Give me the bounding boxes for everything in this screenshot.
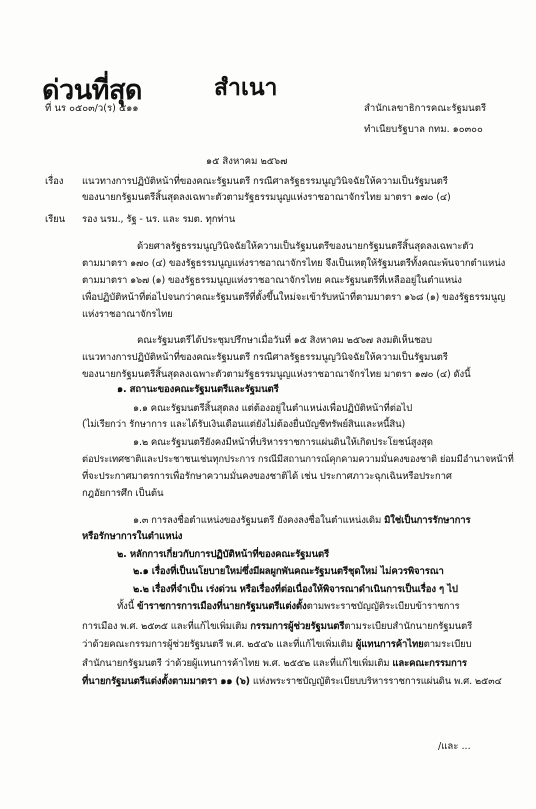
subject-line-2: ของนายกรัฐมนตรีสิ้นสุดลงเฉพาะตัวตามรัฐธรรมนูญแห่งราชอาณาจักรไทย มาตรา ๑๗๐ (๔): [82, 192, 451, 203]
item-1-3-line-1: [133, 515, 470, 527]
para1-line-5: แห่งราชอาณาจักรไทย: [82, 309, 173, 320]
para1-line-3: ตามมาตรา ๑๖๗ (๑) ของรัฐธรรมนูญแห่งราชอาณาจักรไทย คณะรัฐมนตรีที่เหลืออยู่ในตำแหน่ง: [82, 275, 462, 286]
p4b: และคณะกรรมการ: [392, 658, 467, 669]
item-1-3-line-2: หรือรักษาการในตำแหน่ง: [82, 531, 183, 542]
p2b: กรรมการผู้ช่วยรัฐมนตรี: [250, 621, 345, 632]
p5b: แห่งพระราชบัญญัติระเบียบบริหารราชการแผ่นดิน พ.ศ. ๒๕๓๔: [249, 676, 502, 687]
p1a: ทั้งนี้: [117, 601, 138, 612]
p1b: ข้าราชการการเมืองที่นายกรัฐมนตรีแต่งตั้ง: [137, 601, 307, 612]
recipient-value: รอง นรม., รัฐ - นร. และ รมต. ทุกท่าน: [82, 214, 236, 225]
p3b: ผู้แทนการค้าไทย: [355, 639, 424, 650]
item-2-2-line-5: [82, 658, 467, 670]
sender-address: ทำเนียบรัฐบาล กทม. ๑๐๓๐๐: [364, 124, 483, 135]
item-1-1-line-2: (ไม่เรียกว่า รักษาการ และได้รับเงินเดือนแต่ยังไม่ต้องยื่นบัญชีทรัพย์สินและหนี้สิน): [82, 419, 406, 430]
subject-label: เรื่อง: [45, 176, 64, 187]
p5a: ที่นายกรัฐมนตรีแต่งตั้งตามมาตรา ๑๑ (๖): [82, 676, 250, 687]
item-1-3-bold: มิใช่เป็นการรักษาการ: [384, 515, 471, 526]
item-1-2-line-3: ที่จะประกาศมาตรการเพื่อรักษาความมั่นคงของชาติได้ เช่น ประกาศภาวะฉุกเฉินหรือประกาศ: [82, 471, 452, 482]
item-1-2-line-1: ๑.๒ คณะรัฐมนตรียังคงมีหน้าที่บริหารราชการแผ่นดินให้เกิดประโยชน์สูงสุด: [133, 437, 433, 448]
para1-line-4: เพื่อปฏิบัติหน้าที่ต่อไปจนกว่าคณะรัฐมนตรีที่ตั้งขึ้นใหม่จะเข้ารับหน้าที่ตามมาตรา ๑๖๘ (๑) ของรัฐธรรมนูญ: [82, 292, 506, 303]
para2-line-3: ของนายกรัฐมนตรีสิ้นสุดลงเฉพาะตัวตามรัฐธรรมนูญแห่งราชอาณาจักรไทย มาตรา ๑๗๐ (๔) ดังนี้: [82, 369, 471, 380]
document-number: ที่ นร ๐๕๐๓/ว(ร) ๕๑๑: [45, 103, 139, 114]
urgent-stamp: ด่วนที่สุด: [42, 75, 142, 106]
subject-line-1: แนวทางการปฏิบัติหน้าที่ของคณะรัฐมนตรี กรณีศาลรัฐธรรมนูญวินิจฉัยให้ความเป็นรัฐมนตรี: [82, 176, 448, 187]
item-1-3-text: ๑.๓ การลงชื่อตำแหน่งของรัฐมนตรี ยังคงลงชื่อในตำแหน่งเดิม: [133, 515, 385, 526]
continuation-marker: /และ ...: [438, 741, 471, 752]
para2-line-2: แนวทางการปฏิบัติหน้าที่ของคณะรัฐมนตรี กรณีศาลรัฐธรรมนูญวินิจฉัยให้ความเป็นรัฐมนตรี: [82, 352, 448, 363]
section-1-heading: ๑. สถานะของคณะรัฐมนตรีและรัฐมนตรี: [117, 384, 279, 395]
item-2-2-line-3: [82, 621, 472, 633]
para2-line-1: คณะรัฐมนตรีได้ประชุมปรึกษาเมื่อวันที่ ๑๕ สิงหาคม ๒๕๖๗ ลงมติเห็นชอบ: [137, 335, 432, 346]
p4a: สำนักนายกรัฐมนตรี ว่าด้วยผู้แทนการค้าไทย พ.ศ. ๒๕๕๒ และที่แก้ไขเพิ่มเติม: [82, 658, 393, 669]
sender-office: สำนักเลขาธิการคณะรัฐมนตรี: [364, 103, 487, 114]
recipient-label: เรียน: [45, 214, 66, 225]
para1-line-1: ด้วยศาลรัฐธรรมนูญวินิจฉัยให้ความเป็นรัฐมนตรีของนายกรัฐมนตรีสิ้นสุดลงเฉพาะตัว: [137, 241, 474, 252]
p2c: ตามระเบียบสำนักนายกรัฐมนตรี: [344, 621, 473, 632]
item-2-1: ๒.๑ เรื่องที่เป็นนโยบายใหม่ซึ่งมีผลผูกพันคณะรัฐมนตรีชุดใหม่ ไม่ควรพิจารณา: [133, 566, 444, 577]
item-2-2-line-2: [117, 601, 460, 613]
item-2-2-line-6: [82, 676, 502, 688]
item-1-1-line-1: ๑.๑ คณะรัฐมนตรีสิ้นสุดลง แต่ต้องอยู่ในตำแหน่งเพื่อปฏิบัติหน้าที่ต่อไป: [133, 403, 413, 414]
document-date: ๑๕ สิงหาคม ๒๕๖๗: [206, 156, 288, 167]
copy-stamp: สำเนา: [214, 75, 278, 101]
para1-line-2: ตามมาตรา ๑๗๐ (๔) ของรัฐธรรมนูญแห่งราชอาณาจักรไทย จึงเป็นเหตุให้รัฐมนตรีทั้งคณะพ้นจากตำแหน่ง: [82, 258, 506, 269]
p3a: ว่าด้วยคณะกรรมการผู้ช่วยรัฐมนตรี พ.ศ. ๒๕๔๖ และที่แก้ไขเพิ่มเติม: [82, 639, 356, 650]
item-1-2-line-2: ต่อประเทศชาติและประชาชนเช่นทุกประการ กรณีมีสถานการณ์คุกคามความมั่นคงของชาติ ย่อมมีอำนาจหน้าที่: [82, 454, 514, 465]
section-2-heading: ๒. หลักการเกี่ยวกับการปฏิบัติหน้าที่ของคณะรัฐมนตรี: [117, 549, 329, 560]
item-1-2-line-4: กฎอัยการศึก เป็นต้น: [82, 488, 164, 499]
item-2-2-line-4: [82, 639, 472, 651]
p2a: การเมือง พ.ศ. ๒๕๓๕ และที่แก้ไขเพิ่มเติม: [82, 621, 251, 632]
item-2-2: ๒.๒ เรื่องที่จำเป็น เร่งด่วน หรือเรื่องที่ต่อเนื่องให้พิจารณาดำเนินการเป็นเรื่อง ๆ ไป: [133, 584, 458, 595]
p3c: ตามระเบียบ: [423, 639, 472, 650]
p1c: ตามพระราชบัญญัติระเบียบข้าราชการ: [306, 601, 460, 612]
